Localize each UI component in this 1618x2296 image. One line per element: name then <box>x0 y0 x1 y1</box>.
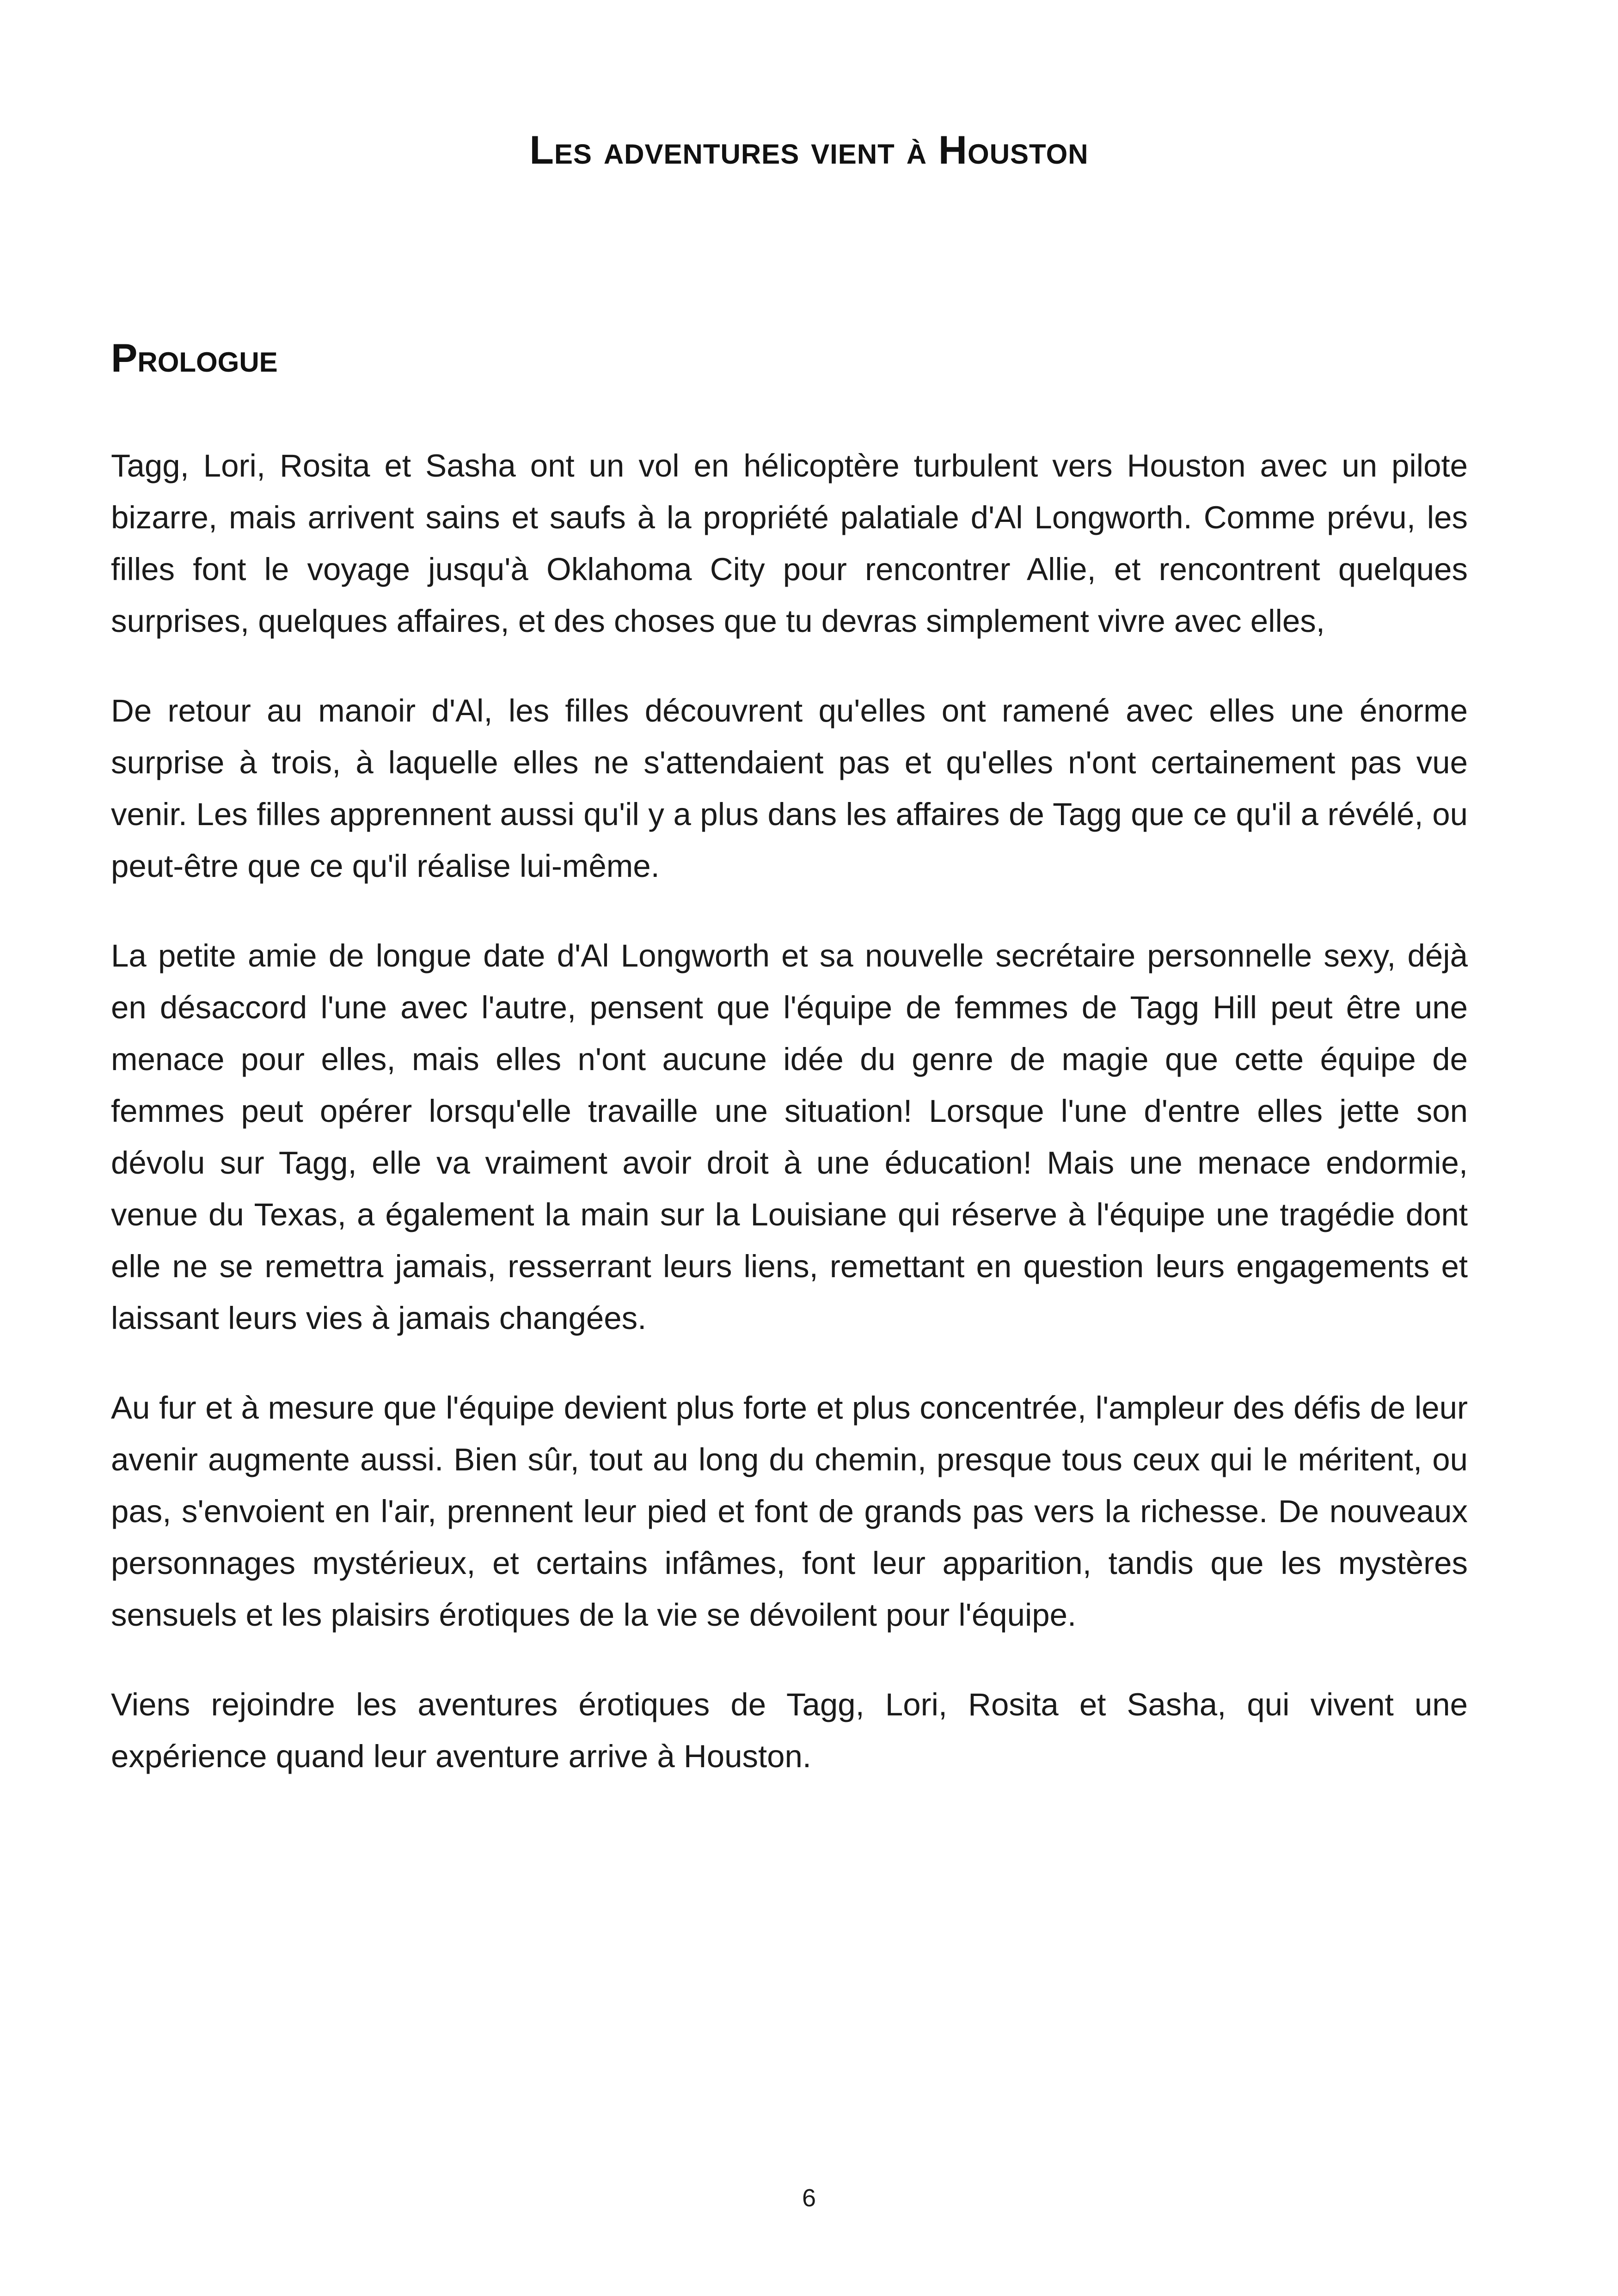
paragraph-4: Au fur et à mesure que l'équipe devient plus forte et plus concentrée, l'ampleur des défis de leur avenir augmente aussi. Bien sûr, tout au long du chemin, presque tous ceux qui le méritent, ou pas, s'envoient en l'air, prennent leur pied et font de grands pas vers la richesse. De nouveaux personnages mystérieux, et certains infâmes, font leur apparition, tandis que les mystères sensuels et les plaisirs érotiques de la vie se dévoilent pour l'équipe. <box>111 1390 1468 1633</box>
paragraph-5: Viens rejoindre les aventures érotiques de Tagg, Lori, Rosita et Sasha, qui vivent une expérience quand leur aventure arrive à Houston. <box>111 1687 1468 1774</box>
chapter-title: Prologue <box>111 336 278 380</box>
paragraph-1: Tagg, Lori, Rosita et Sasha ont un vol en hélicoptère turbulent vers Houston avec un pilote bizarre, mais arrivent sains et saufs à la propriété palatiale d'Al Longworth. Comme prévu, les filles font le voyage jusqu'à Oklahoma City pour rencontrer Allie, et rencontrent quelques surprises, quelques affaires, et des choses que tu devras simplement vivre avec elles, <box>111 448 1468 639</box>
paragraph-2: De retour au manoir d'Al, les filles découvrent qu'elles ont ramené avec elles une énorme surprise à trois, à laquelle elles ne s'attendaient pas et qu'elles n'ont certainement pas vue venir. Les filles apprennent aussi qu'il y a plus dans les affaires de Tagg que ce qu'il a révélé, ou peut-être que ce qu'il réalise lui-même. <box>111 693 1468 884</box>
prologue-body <box>111 440 1468 1820</box>
paragraph-3: La petite amie de longue date d'Al Longworth et sa nouvelle secrétaire personnelle sexy, déjà en désaccord l'une avec l'autre, pensent que l'équipe de femmes de Tagg Hill peut être une menace pour elles, mais elles n'ont aucune idée du genre de magie que cette équipe de femmes peut opérer lorsqu'elle travaille une situation! Lorsque l'une d'entre elles jette son dévolu sur Tagg, elle va vraiment avoir droit à une éducation! Mais une menace endormie, venue du Texas, a également la main sur la Louisiane qui réserve à l'équipe une tragédie dont elle ne se remettra jamais, resserrant leurs liens, remettant en question leurs engagements et laissant leurs vies à jamais changées. <box>111 938 1468 1336</box>
page-number: 6 <box>802 2184 816 2212</box>
book-title: Les adventures vient à Houston <box>529 128 1089 172</box>
